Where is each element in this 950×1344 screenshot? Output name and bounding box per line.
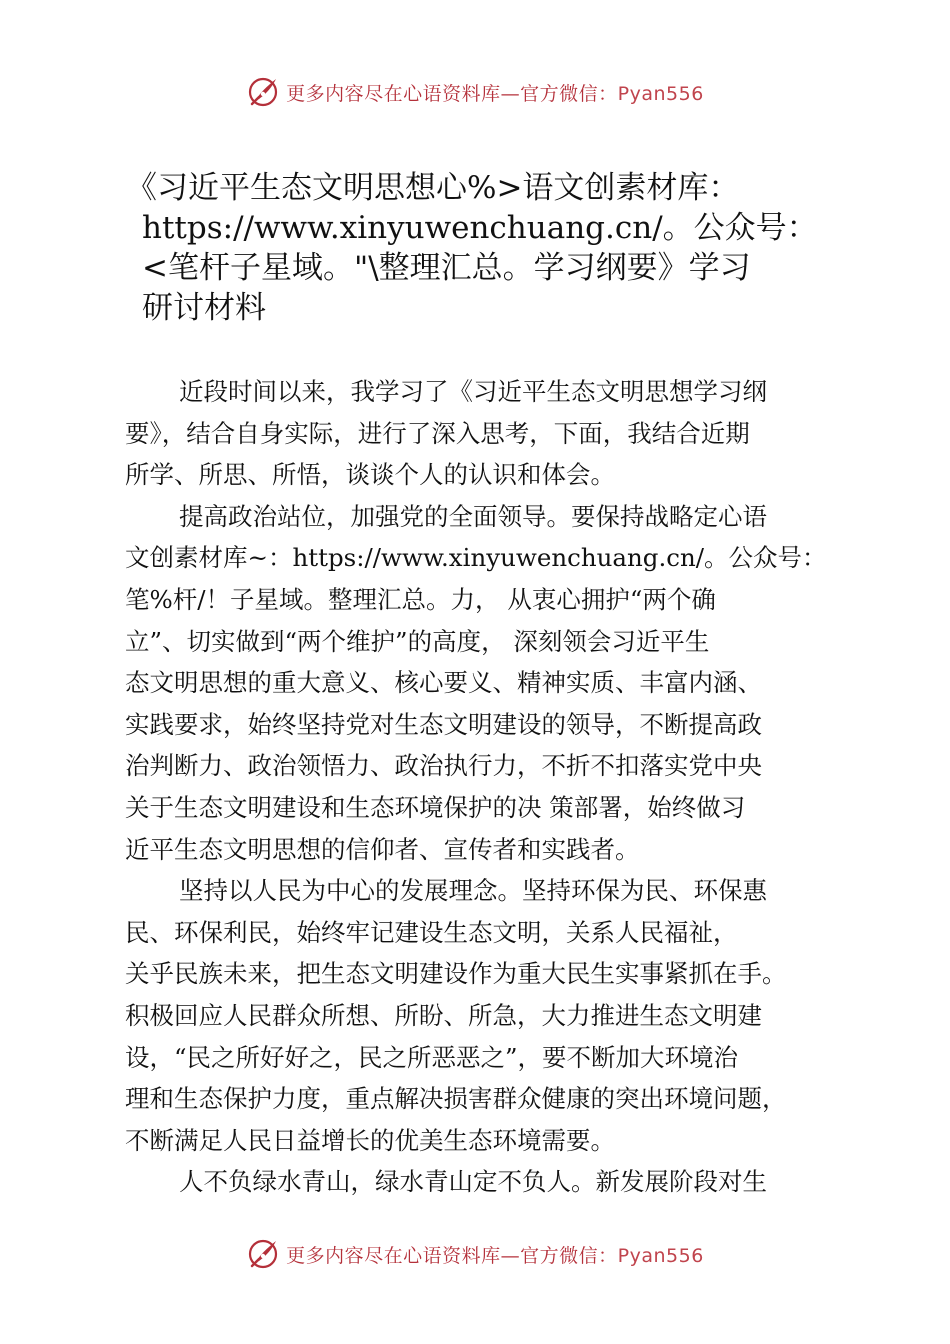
body-line: 民、环保利民，始终牢记建设生态文明，关系人民福祉， xyxy=(125,917,738,947)
title-line: <笔杆子星域。"\整理汇总。学习纲要》学习 xyxy=(142,250,751,286)
wechat-id: Pyan556 xyxy=(617,82,704,105)
footer-banner xyxy=(0,1232,950,1276)
title-line: 研讨材料 xyxy=(142,290,266,326)
body-line: 关乎民族未来，把生态文明建设作为重大民生实事紧抓在手。 xyxy=(125,959,787,989)
header-banner xyxy=(0,70,950,114)
quill-logo-icon xyxy=(246,1237,280,1271)
body-line: 积极回应人民群众所想、所盼、所急，大力推进生态文明建 xyxy=(125,1000,762,1030)
body-line: 治判断力、政治领悟力、政治执行力，不折不扣落实党中央 xyxy=(125,751,762,781)
banner-text xyxy=(286,79,704,106)
banner-slogan: 更多内容尽在心语资料库—官方微信： xyxy=(286,82,618,105)
quill-logo-icon xyxy=(246,75,280,109)
body-line: 态文明思想的重大意义、核心要义、精神实质、丰富内涵、 xyxy=(125,668,762,698)
body-line: 人不负绿水青山，绿水青山定不负人。新发展阶段对生 xyxy=(179,1167,767,1197)
document-title xyxy=(126,168,842,328)
body-line: 实践要求，始终坚持党对生态文明建设的领导，不断提高政 xyxy=(125,709,762,739)
body-line: 笔%杆/！子星域。整理汇总。力， 从衷心拥护“两个确 xyxy=(125,584,716,614)
body-line: 坚持以人民为中心的发展理念。坚持环保为民、环保惠 xyxy=(179,876,767,906)
body-line: 不断满足人民日益增长的优美生态环境需要。 xyxy=(125,1125,615,1155)
banner-text xyxy=(286,1241,704,1268)
body-line: 立”、切实做到“两个维护”的高度， 深刻领会习近平生 xyxy=(125,626,710,656)
body-line: 关于生态文明建设和生态环境保护的决 策部署，始终做习 xyxy=(125,792,746,822)
body-line: 提高政治站位，加强党的全面领导。要保持战略定心语 xyxy=(179,501,767,531)
title-line: https://www.xinyuwenchuang.cn/。公众号： xyxy=(142,210,818,246)
body-line: 近段时间以来，我学习了《习近平生态文明思想学习纲 xyxy=(179,377,767,406)
body-line: 所学、所思、所悟，谈谈个人的认识和体会。 xyxy=(125,460,615,490)
wechat-id: Pyan556 xyxy=(617,1244,704,1267)
banner-slogan: 更多内容尽在心语资料库—官方微信： xyxy=(286,1244,618,1267)
document-body xyxy=(125,371,835,1203)
title-line: 《习近平生态文明思想心%>语文创素材库： xyxy=(126,170,740,206)
body-line: 要》，结合自身实际，进行了深入思考，下面，我结合近期 xyxy=(125,418,750,448)
body-line: 设，“民之所好好之，民之所恶恶之”，要不断加大环境治 xyxy=(125,1042,739,1072)
body-line: 理和生态保护力度，重点解决损害群众健康的突出环境问题， xyxy=(125,1084,787,1114)
body-line: 文创素材库~：https://www.xinyuwenchuang.cn/。公众号： xyxy=(125,543,827,573)
body-line: 近平生态文明思想的信仰者、宣传者和实践者。 xyxy=(125,834,640,864)
